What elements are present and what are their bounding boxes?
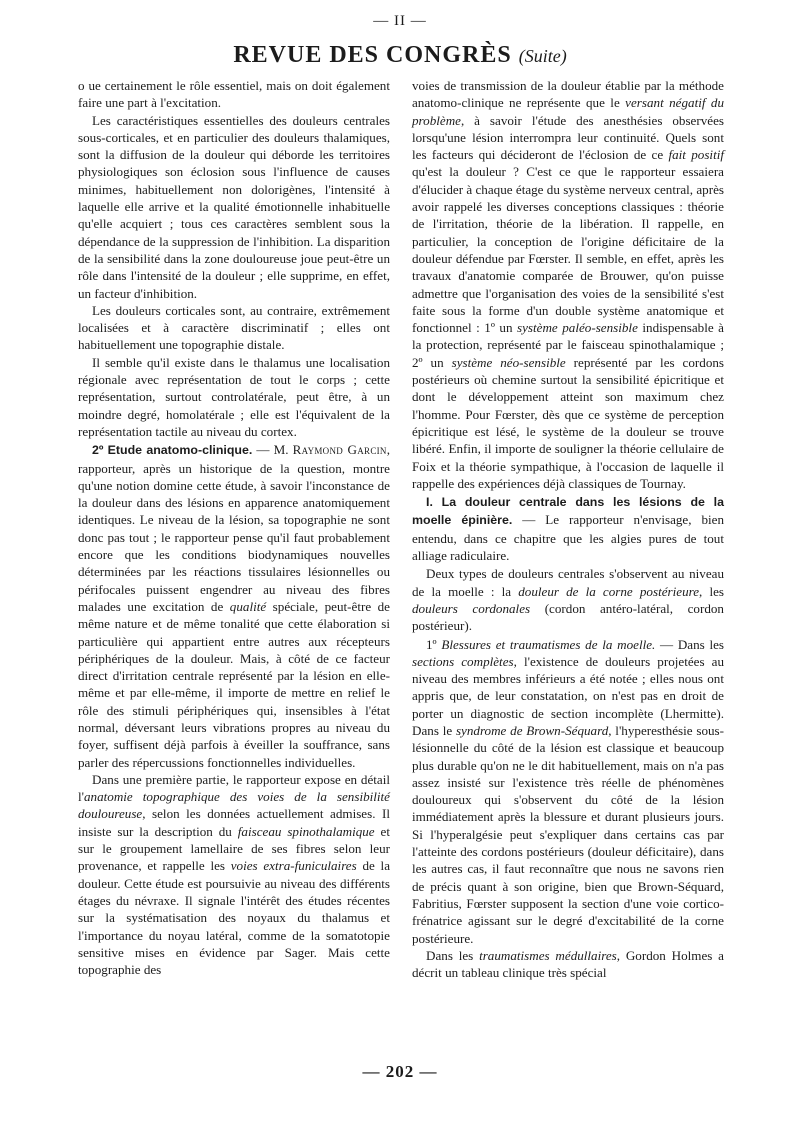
paragraph: Dans les traumatismes médullaires, Gordon Holmes a décrit un tableau clinique très spécial — [412, 947, 724, 981]
top-page-number: — II — — [373, 13, 427, 29]
page-folio: — 202 — — [362, 1062, 438, 1081]
running-header — [0, 42, 800, 69]
paragraph: Dans une première partie, le rapporteur expose en détail l'anatomie topographique des voies de la sensibilité douloureuse, selon les données actuellement admises. Il insiste sur la description du faisceau spinothalamique et sur le groupement lamellaire de ses fibres selon leur provenance, et rappelle les voies extra-funiculaires de la douleur. Cette étude est poursuivie au niveau des différents étages du névraxe. Il signale l'intérêt des études récentes sur la systématisation des noyaux du thalamus et l'importance du noyau latéral, comme de la somatotopie sensitive mises en évidence par Sager. Mais cette topographie des — [78, 771, 391, 978]
header-subtitle: (Suite) — [518, 46, 567, 66]
left-column — [78, 77, 390, 978]
paragraph: Les douleurs corticales sont, au contraire, extrêmement localisées et à caractère discriminatif ; elles ont habituellement une topographie distale. — [78, 302, 390, 353]
paragraph: 1º Blessures et traumatismes de la moelle. — Dans les sections complètes, l'existence de douleurs projetées au niveau des membres inférieurs a été notée ; elles nous ont appris que, de leur constatation, on n'est pas en droit de porter un diagnostic de section incomplète (Lhermitte). Dans le syndrome de Brown-Séquard, l'hyperesthésie sous-lésionnelle du côté de la lésion est classique et beaucoup plus durable qu'on ne le dit habituellement, mais on n'a pas assez insisté sur l'existence très réelle de phénomènes douloureux qui s'observent du côté de la lésion immédiatement après la blessure et durant plusieurs jours. Si l'hyperalgésie peut s'expliquer dans certains cas par l'atteinte des cordons postérieurs (douleur déficitaire), dans les autres cas, il faut reconnaître que nous ne savons rien de précis quant à son origine, bien que Brown-Séquard, Fabritius, Fœrster supposent la section d'une voie cortico-frénatrice agissant sur le degré d'excitabilité de la corne postérieure. — [412, 636, 724, 946]
header-title: REVUE DES CONGRÈS — [233, 42, 512, 68]
section-heading: I. La douleur centrale dans les lésions de la moelle épinière. — [412, 495, 724, 528]
paragraph: Les caractéristiques essentielles des douleurs centrales sous-corticales, et en particulier des douleurs thalamiques, sont la diffusion de la douleur qui déborde les territoires physiologiques son éclosion sous l'influence de causes minimes, habituellement non dolorigènes, l'intensité à laquelle elle arrive et la qualité émotionnelle inhabituelle qu'elle acquiert ; tous ces caractères semblent sous la dépendance de la suppression de l'inhibition. La disparition de la sensibilité dans la zone douloureuse joue peut-être un rôle dans l'intensité de la douleur ; elle supprime, en effet, un facteur d'inhibition. — [78, 112, 390, 301]
subsection-heading: Blessures et traumatismes de la moelle. — [441, 636, 656, 652]
paragraph: Deux types de douleurs centrales s'observent au niveau de la moelle : la douleur de la corne postérieure, les douleurs cordonales (cordon antéro-latéral, cordon postérieur). — [412, 566, 724, 634]
author-name: Raymond Garcin — [292, 442, 387, 458]
paragraph: voies de transmission de la douleur établie par la méthode anatomo-clinique ne représente que le versant négatif du problème, à savoir l'étude des anesthésies observées lorsqu'une lésion interrompra leur continuité. Quels sont les facteurs qui décideront de l'éclosion de ce fait positif qu'est la douleur ? C'est ce que le rapporteur essaiera d'élucider à chaque étage du système nerveux central, après avoir rappelé les diverses conceptions classiques : théorie de l'irritation, théorie de la libération. Il rappelle, en particulier, la conception de l'origine déficitaire de la douleur défendue par Fœrster. Il semble, en effet, après les travaux d'anatomie comparée de Brouwer, qu'on puisse admettre que l'organisation des voies de la sensibilité s'est faite sous la forme d'un double système anatomique et fonctionnel : 1º un système paléo-sensible indispensable à la protection, représenté par le faisceau spinothalamique ; 2º un système néo-sensible représenté par les cordons postérieurs où chemine surtout la sensibilité épicritique et dont le développement atteint son maximum chez l'homme. Pour Fœrster, dès que ce système de perception épicritique est lésé, le système de la douleur se trouve libéré. Enfin, il importe de souligner la théorie cellulaire de Foix et la théorie sympathique, à l'occasion de laquelle il rappelle des expériences déjà classiques de Tournay. — [412, 78, 725, 491]
paragraph: o ue certainement le rôle essentiel, mais on doit également faire une part à l'excitation. — [78, 78, 390, 111]
paragraph: 2º Etude anatomo-clinique. — M. Raymond Garcin, rapporteur, après un historique de la question, montre qu'une notion domine cette étude, à savoir l'inconstance de la douleur dans des lésions en apparence anatomiquement identiques. Le niveau de la lésion, sa topographie ne sont donc pas tout ; le rapporteur pense qu'il faut probablement encore que les conditions biodynamiques nouvelles déterminées par les réactions tissulaires lésionnelles ou périfocales puissent engendrer au niveau des fibres malades une excitation de qualité spéciale, peut-être de même nature et de même tonalité que cette élaboration si particulière qui appartient entre autres aux récepteurs périphériques de la douleur. Mais, à côté de ce facteur direct d'irritation centrale représenté par la lésion en elle-même et par elle-même, il importe de mettre en relief le rôle des stimuli périphériques qui, insensibles à l'état normal, déversant leurs vibrations propres au niveau du foyer, suffisent déjà parfois à éveiller la souffrance, sans parler des répercussions fonctionnelles individuelles. — [78, 442, 390, 770]
paragraph: Il semble qu'il existe dans le thalamus une localisation régionale avec représentation de tout le corps ; cette représentation, surtout controlatérale, peut être, à un moindre degré, homolatérale ; elle est l'équivalent de la représentation tactile au niveau du cortex. — [78, 354, 390, 439]
paragraph: I. La douleur centrale dans les lésions de la moelle épinière. — Le rapporteur n'envisage, bien entendu, dans ce chapitre que les algies pures de tout alliage radiculaire. — [412, 495, 724, 564]
right-column — [412, 77, 724, 981]
section-heading: 2º Etude anatomo-clinique. — [92, 443, 253, 458]
